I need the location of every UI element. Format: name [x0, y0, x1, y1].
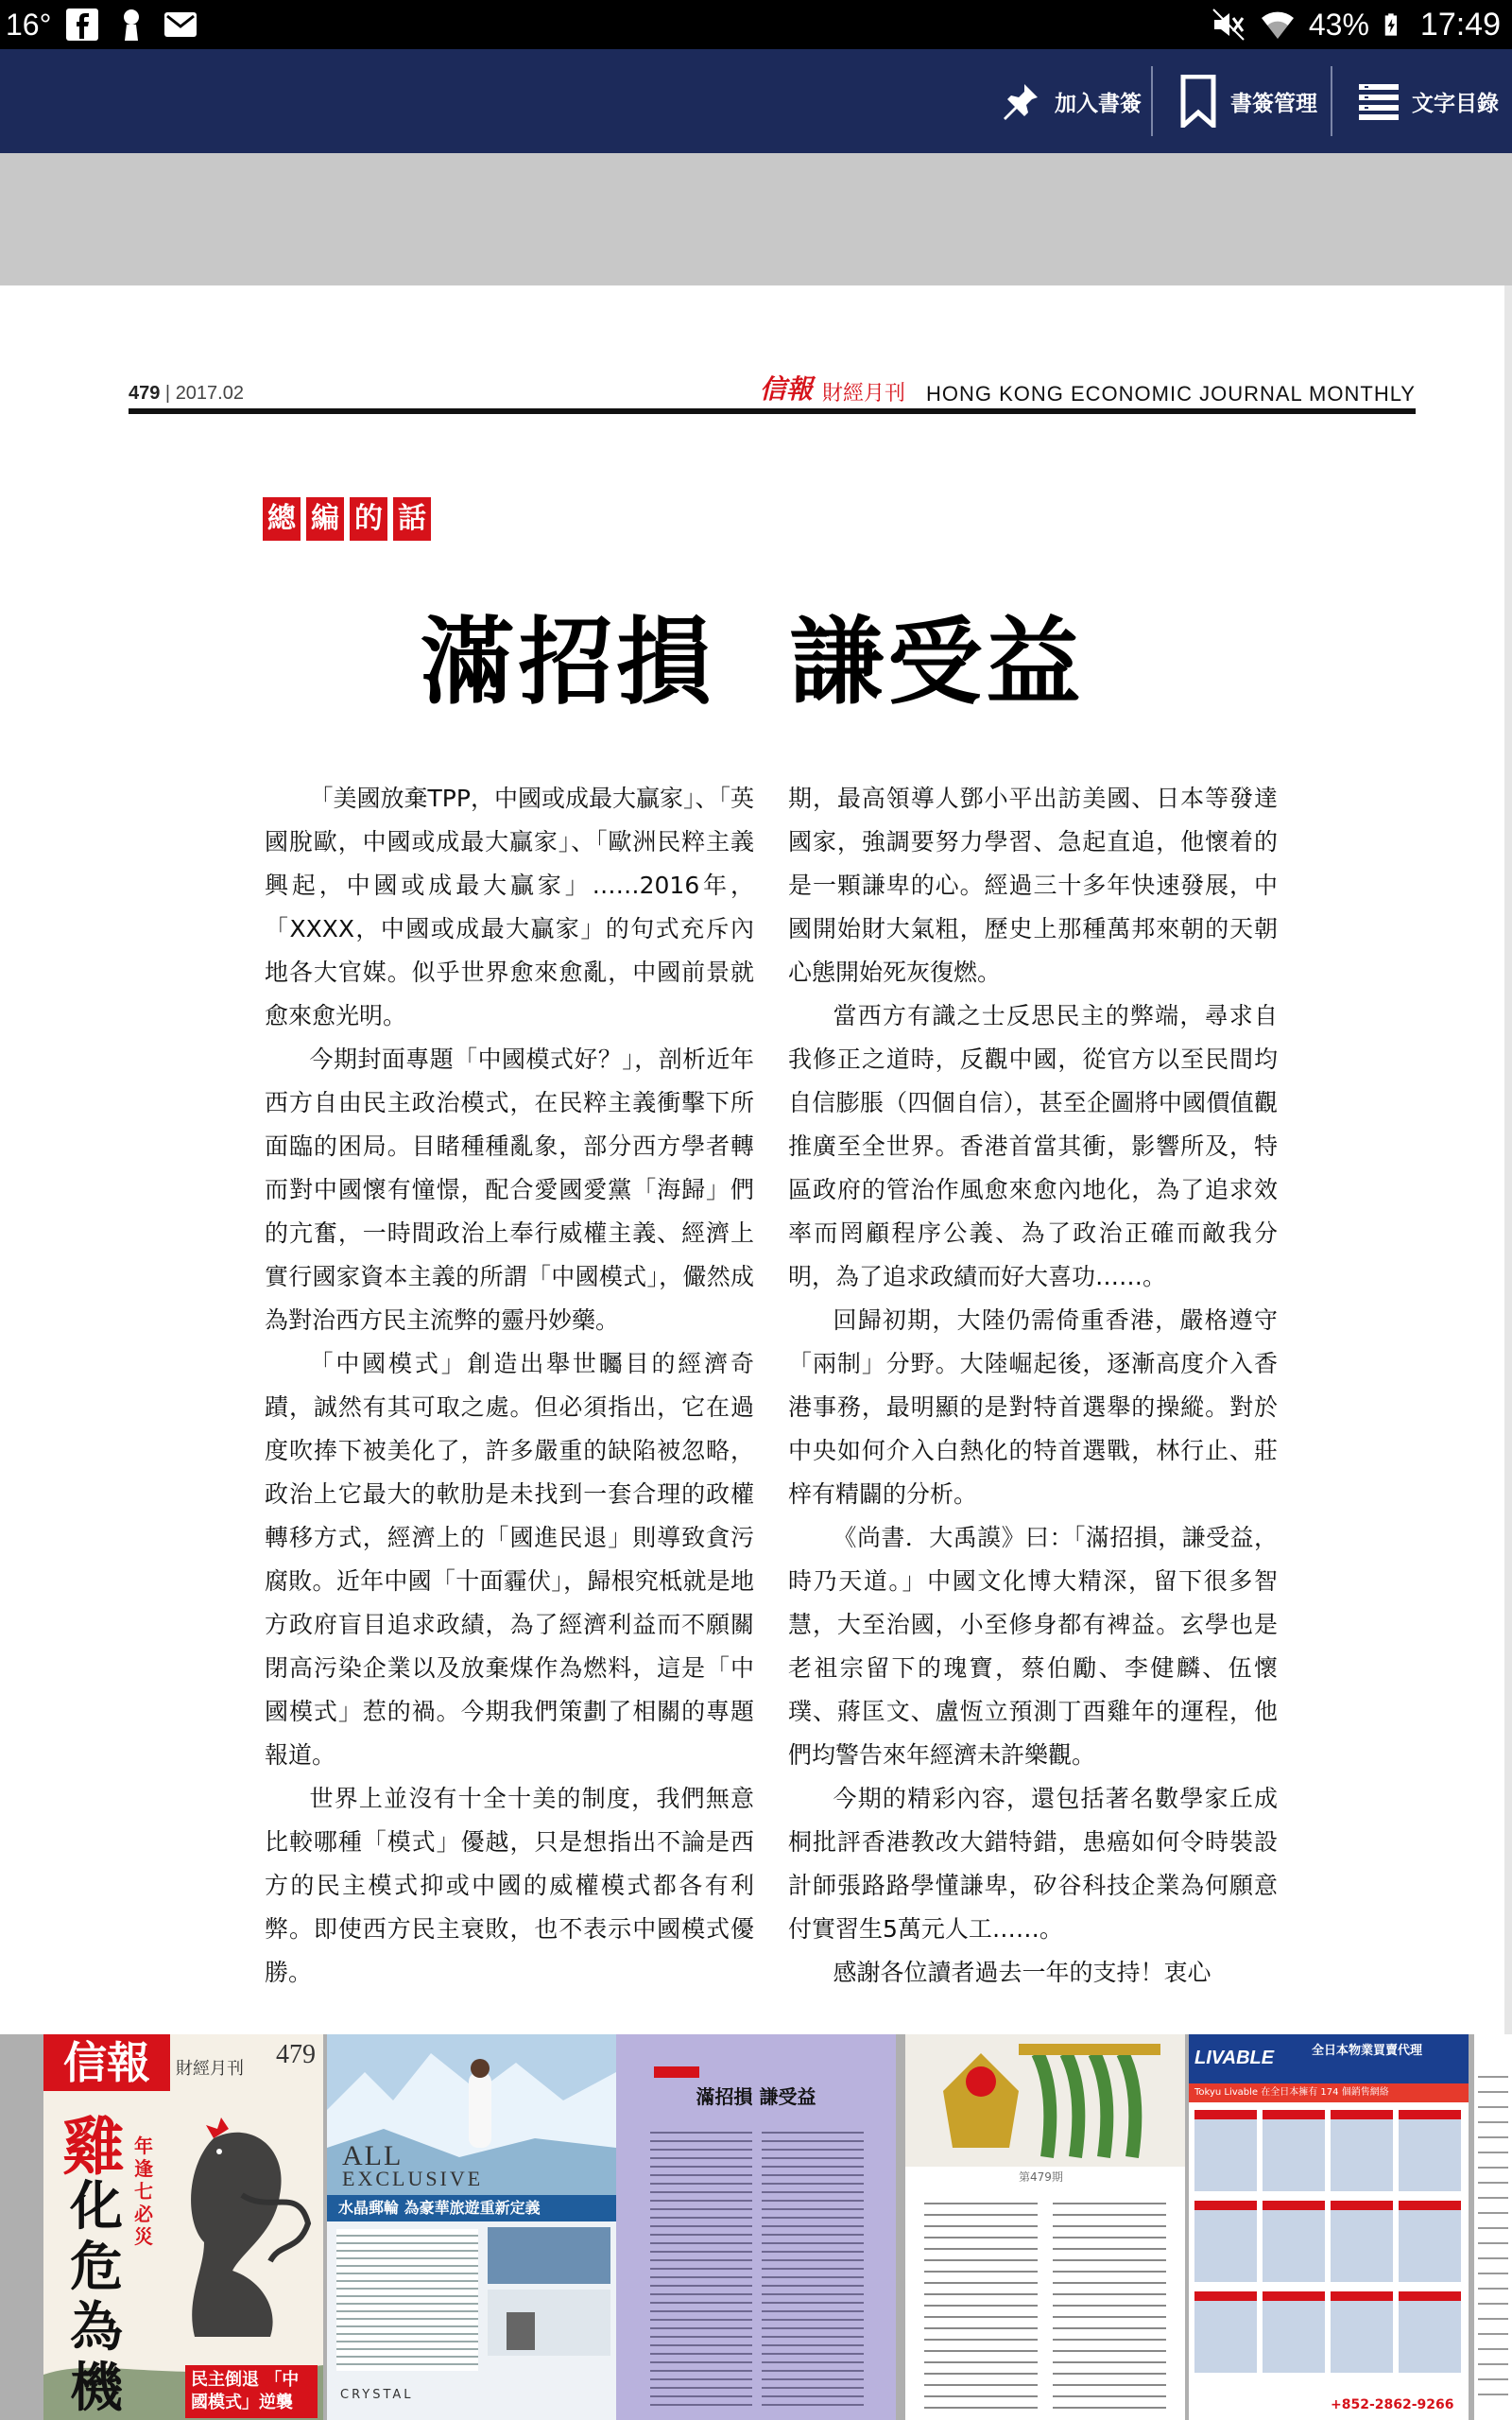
column-tag [263, 497, 431, 541]
thumbnail-current-page[interactable] [616, 2034, 896, 2420]
cover-big-title: 雞 [62, 2110, 125, 2184]
paragraph: 世界上並沒有十全十美的制度，我們無意比較哪種「模式」優越，只是想指出不論是西方的民主模式抑或中國的威權模式都各有利弊。即使西方民主衰敗，也不表示中國模式優勝。 [265, 1785, 754, 1986]
ad-brand: CRYSTAL [340, 2388, 414, 2402]
brand-english-name: HONG KONG ECONOMIC JOURNAL MONTHLY [925, 382, 1416, 406]
clock-time: 17:49 [1419, 6, 1501, 43]
wifi-icon [1260, 7, 1296, 43]
issue-date: 2017.02 [175, 383, 244, 404]
contents-list-right [1053, 2193, 1166, 2411]
page-header [129, 373, 1416, 408]
mute-icon [1211, 7, 1246, 43]
issue-number: 479 [129, 383, 161, 404]
cover-logo: 信報 [43, 2034, 170, 2091]
page-margin-band [0, 153, 1512, 285]
thumb-text-left [650, 2125, 752, 2409]
column-tag-char: 總 [263, 497, 301, 541]
facebook-icon [64, 7, 100, 43]
brand-subtitle: 財經月刊 [821, 382, 905, 406]
paragraph: 「美國放棄TPP，中國或成最大贏家」、「英國脫歐，中國或成最大贏家」、「歐洲民粹主義興起，中國或成最大贏家」……2016年，「XXXX，中國或成最大贏家」的句式充斥內地各大官媒。似乎世界愈來愈亂，中國前景就愈來愈光明。 [265, 785, 754, 1029]
bookmark-manage-button[interactable] [1179, 49, 1317, 153]
paragraph: 期，最高領導人鄧小平出訪美國、日本等發達國家，強調要努力學習、急起直追，他懷着的是一顆謙卑的心。經過三十多年快速發展，中國開始財大氣粗，歷史上那種萬邦來朝的天朝心態開始死灰復燃。 [788, 785, 1278, 986]
cover-headline: 民主倒退 「中國模式」逆襲 [185, 2365, 318, 2418]
text-contents-button[interactable] [1359, 49, 1499, 153]
column-tag-char: 話 [393, 497, 431, 541]
ad-body-text [336, 2229, 478, 2371]
cover-issue: 479 [276, 2040, 316, 2069]
property-ad-phone: +852-2862-9266 [1331, 2397, 1454, 2412]
property-ad-sub: Tokyu Livable 在全日本擁有 174 個銷售網絡 [1189, 2083, 1469, 2102]
ad-title-line2: EXCLUSIVE [342, 2167, 484, 2190]
brand-logo: 信報 [759, 373, 813, 405]
issue-info: 479 | 2017.02 [129, 383, 244, 404]
contents-list-left [924, 2193, 1038, 2411]
cover-small-title: 年 逢 七 必 災 [134, 2135, 153, 2248]
paragraph: 回歸初期，大陸仍需倚重香港，嚴格遵守「兩制」分野。大陸崛起後，逐漸高度介入香港事務，最明顯的是對特首選舉的操縱。對於中央如何介入白熱化的特首選戰，林行止、莊梓有精闢的分析。 [788, 1306, 1278, 1508]
thumbnail-contents[interactable] [905, 2034, 1185, 2420]
cover-subtitle: 財經月刊 [176, 2059, 244, 2079]
temperature-text: 16° [6, 7, 52, 42]
pin-icon [1000, 80, 1041, 122]
lion-dance-photo [905, 2034, 1185, 2167]
paragraph: 感謝各位讀者過去一年的支持！衷心 [833, 1959, 1211, 1986]
list-icon [1359, 82, 1399, 120]
add-bookmark-button[interactable] [1000, 49, 1142, 153]
thumbnail-cover[interactable] [43, 2034, 323, 2420]
text-contents-label: 文字目錄 [1412, 91, 1499, 116]
bookmark-manage-label: 書簽管理 [1230, 91, 1317, 116]
magazine-brand [760, 369, 1416, 406]
paragraph: 今期的精彩內容，還包括著名數學家丘成桐批評香港教改大錯特錯，患癌如何令時裝設計師張路路學懂謙卑，矽谷科技企業為何願意付實習生5萬元人工……。 [788, 1785, 1278, 1943]
battery-charging-icon [1383, 7, 1407, 43]
property-ad-head: 全日本物業買賣代理 [1312, 2044, 1423, 2058]
paragraph: 「中國模式」創造出舉世矚目的經濟奇蹟，誠然有其可取之處。但必須指出，它在過度吹捧下被美化了，許多嚴重的缺陷被忽略，政治上它最大的軟肋是未找到一套合理的政權轉移方式，經濟上的「國進民退」則導致貪污腐敗。近年中國「十面霾伏」，歸根究柢就是地方政府盲目追求政績，為了經濟利益而不願關閉高污染企業以及放棄煤作為燃料，這是「中國模式」惹的禍。今期我們策劃了相關的專題報道。 [265, 1350, 754, 1769]
article-title: 滿招損 謙受益 [420, 607, 1085, 717]
toolbar-divider [1331, 66, 1332, 136]
contents-issue-label: 第479期 [1019, 2170, 1063, 2184]
ad-photos [488, 2227, 610, 2378]
add-bookmark-label: 加入書簽 [1055, 91, 1142, 116]
mail-icon [163, 7, 198, 43]
header-rule [129, 408, 1416, 414]
battery-percentage: 43% [1308, 7, 1369, 42]
property-listings-grid [1189, 2104, 1469, 2388]
column-tag-char: 編 [306, 497, 344, 541]
property-ad-brand: LIVABLE [1194, 2048, 1275, 2068]
thumbnail-advert-cruise[interactable] [327, 2034, 616, 2420]
ad-banner: 水晶郵輪 為豪華旅遊重新定義 [327, 2195, 616, 2221]
cover-main-title: 化危為機 [70, 2175, 123, 2419]
thumb-text-right [762, 2125, 864, 2409]
property-ad-header [1189, 2034, 1469, 2083]
bookmark-icon [1179, 75, 1217, 128]
paragraph: 《尚書．大禹謨》曰：「滿招損，謙受益，時乃天道。」中國文化博大精深，留下很多智慧，大至治國，小至修身都有裨益。玄學也是老祖宗留下的瑰寶，蔡伯勵、李健麟、伍懷璞、蔣匡文、盧恆立預測丁酉雞年的運程，他們均警告來年經濟未許樂觀。 [788, 1524, 1278, 1769]
column-tag-char: 的 [350, 497, 387, 541]
thumbnail-advert-property[interactable] [1189, 2034, 1469, 2420]
article-column-right [788, 777, 1278, 1995]
ad-title-line1: ALL [342, 2140, 404, 2171]
person-notification-icon [113, 7, 149, 43]
thumbnail-next-partial[interactable] [1474, 2034, 1512, 2420]
partial-page-lines [1478, 2063, 1508, 2403]
status-bar [0, 0, 1512, 49]
paragraph: 今期封面專題「中國模式好？」，剖析近年西方自由民主政治模式，在民粹主義衝擊下所面臨的困局。目睹種種亂象，部分西方學者轉而對中國懷有憧憬，配合愛國愛黨「海歸」們的亢奮，一時間政治上奉行威權主義、經濟上實行國家資本主義的所謂「中國模式」，儼然成為對治西方民主流弊的靈丹妙藥。 [265, 1046, 754, 1334]
paragraph: 當西方有識之士反思民主的弊端，尋求自我修正之道時，反觀中國，從官方以至民間均自信膨脹（四個自信），甚至企圖將中國價值觀推廣至全世界。香港首當其衝，影響所及，特區政府的管治作風愈來愈內地化，為了追求效率而罔顧程序公義、為了政治正確而敵我分明，為了追求政績而好大喜功……。 [788, 1002, 1278, 1290]
app-toolbar [0, 49, 1512, 153]
thumb-tag [654, 2066, 699, 2078]
toolbar-divider [1151, 66, 1153, 136]
article-column-left [265, 777, 754, 1995]
thumb-title: 滿招損 謙受益 [696, 2085, 816, 2108]
